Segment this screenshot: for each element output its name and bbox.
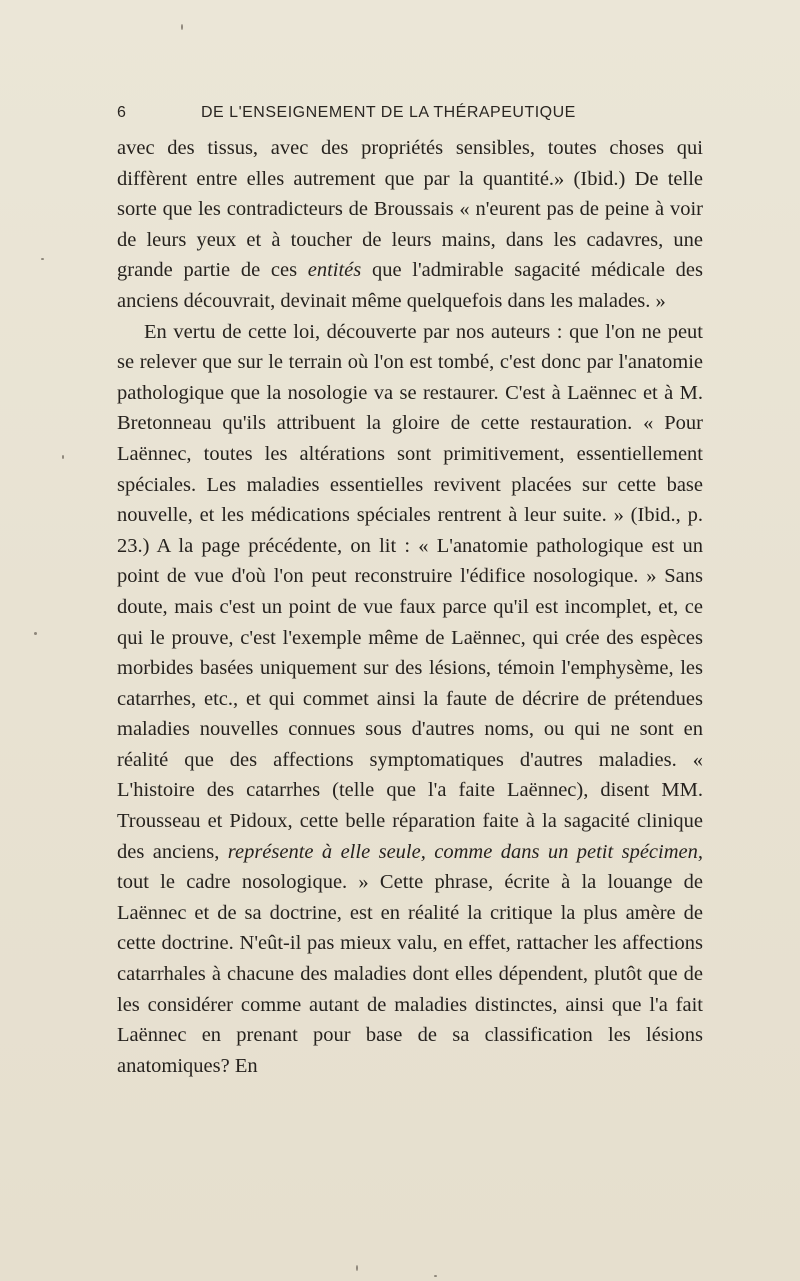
running-head: DE L'ENSEIGNEMENT DE LA THÉRAPEUTIQUE xyxy=(201,104,576,121)
page-header xyxy=(117,104,717,128)
ink-speck xyxy=(62,455,64,459)
text-run: que l'admirable sagacité médicale des anciens découvrait, devinait même quelquefois dans les malades. » xyxy=(117,259,704,312)
ink-speck xyxy=(41,258,44,260)
text-run: avec des tissus, avec des propriétés sensibles, toutes choses qui diffèrent entre elles autrement que par la quantité.» (Ibid.) De telle sorte que les contradicteurs de Broussais « n'eurent pas de peine à voir de leurs yeux et à toucher de leurs mains, dans les cadavres, une grande partie de ces xyxy=(117,137,703,282)
text-run: En vertu de cette loi, découverte par nos auteurs : que l'on ne peut se relever que sur le terrain où l'on est tombé, c'est donc par l'anatomie pathologique que la nosologie va se restaurer. C'est à Laënnec et à M. Bretonneau qu'ils attribuent la gloire de cette restauration. « Pour Laënnec, toutes les altérations sont primitivement, essentiellement spéciales. Les maladies essentielles revivent placées sur cette base nouvelle, et les médications spéciales rentrent à leur suite. » (Ibid., p. 23.) A la page précédente, on lit : « L'anatomie pathologique est un point de vue d'où l'on peut reconstruire l'édifice nosologique. » Sans doute, mais c'est un point de vue faux parce qu'il est incomplet, et, ce qui le prouve, c'est l'exemple même de Laënnec, qui crée des espèces morbides basées uniquement sur des lésions, témoin l'emphysème, les catarrhes, etc., et qui commet ainsi la faute de décrire de prétendues maladies nouvelles connues sous d'autres noms, ou qui ne sont en réalité que des affections symptomatiques d'autres maladies. « L'histoire des catarrhes (telle que l'a faite Laënnec), disent MM. Trousseau et Pidoux, cette belle réparation faite à la sagacité clinique des anciens, xyxy=(117,320,703,863)
body-text xyxy=(117,133,703,1081)
paragraph xyxy=(117,317,703,1082)
text-run: tout le cadre nosologique. » Cette phrase, écrite à la louange de Laënnec et de sa doctrine, est en réalité la critique la plus amère de cette doctrine. N'eût-il pas mieux valu, en effet, rattacher les affections catarrhales à chacune des maladies dont elles dépendent, plutôt que de les considérer comme autant de maladies distinctes, ainsi que l'a fait Laënnec en prenant pour base de sa classification les lésions anatomiques? En xyxy=(117,871,703,1077)
page-number: 6 xyxy=(117,104,127,121)
ink-speck xyxy=(34,632,37,635)
ink-speck xyxy=(181,24,183,30)
paragraph xyxy=(117,133,703,317)
italic-text: représente à elle seule, comme dans un petit spécimen, xyxy=(227,840,704,863)
ink-speck xyxy=(356,1265,358,1271)
italic-text: entités xyxy=(307,259,362,282)
ink-speck xyxy=(434,1275,437,1277)
